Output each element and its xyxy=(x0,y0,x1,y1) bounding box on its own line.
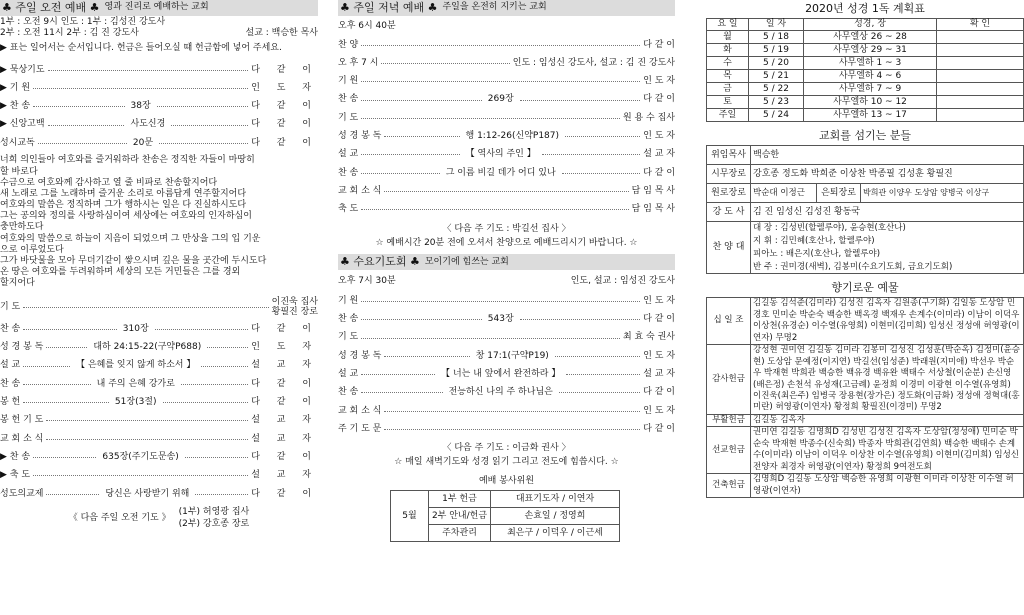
table-row: 5월 1부 헌금 대표기도자 / 이연자 xyxy=(391,491,620,508)
order-line: 오 후 7 시 인도 : 임성신 강도사, 설교 : 김 진 강도사 xyxy=(338,57,675,68)
reading-line: 할 바로다 xyxy=(0,166,38,177)
responsive-reading xyxy=(0,155,318,289)
evening-note: ☆ 예배시간 20분 전에 오셔서 찬양으로 예배드리시기 바랍니다. ☆ xyxy=(375,238,638,249)
offerings-title: 향기로운 예물 xyxy=(831,281,899,295)
order-line: 기 도 원 용 수 집사 xyxy=(338,112,675,123)
reading-line: 그는 공의와 정의를 사랑하심이여 세상에는 여호와의 인자하심이 xyxy=(0,211,252,222)
evening-service-title: ♣ 주일 저녁 예배 ♣ xyxy=(340,1,438,15)
reading-line: 여호와의 말씀은 정직하며 그가 행하시는 일은 다 진실하시도다 xyxy=(0,200,247,211)
prayer-person-1: 이진욱 집사 xyxy=(271,296,318,307)
morning-service-title: ♣ 주일 오전 예배 ♣ xyxy=(2,1,100,15)
wednesday-header xyxy=(338,254,675,270)
choir-line: 피아노 : 배은지(호산나, 할렐루야) xyxy=(753,248,881,259)
order-line: 기 도 최 효 숙 권사 xyxy=(338,332,675,343)
wednesday-subtitle: 모이기에 힘쓰는 교회 xyxy=(424,256,509,267)
table-row: 주차관리 최은구 / 이덕우 / 이근세 xyxy=(391,525,620,542)
table-header: 요 일 일 자 성경, 장 확 인 xyxy=(707,19,1024,31)
servants-table xyxy=(706,145,1024,274)
reading-line: 충만하도다 xyxy=(0,222,44,233)
order-line: 교 회 소 식 설 교 자 xyxy=(0,433,318,444)
wednesday-leader: 인도, 설교 : 임성진 강도사 xyxy=(570,275,675,286)
morning-service-header xyxy=(0,0,318,16)
order-line: 성시교독 20문 다 같 이 xyxy=(0,137,318,148)
order-line: 주 기 도 문 다 같 이 xyxy=(338,423,675,434)
order-line: 성 경 봉 독 행 1:12-26(신약P187) 인 도 자 xyxy=(338,131,675,141)
order-line: 기 원 인 도 자 xyxy=(338,295,675,306)
wednesday-note: ☆ 매일 새벽기도와 성경 읽기 그리고 전도에 힘씁시다. ☆ xyxy=(394,456,619,467)
table-row: 주일 5 / 24 사무엘하 13 ~ 17 xyxy=(707,109,1024,122)
next-prayer-person-2: (2부) 강호종 장로 xyxy=(178,518,250,529)
table-row: 원로장로 박순대 이정근 은퇴장로 박희관 이양우 도상암 양병국 이상구 xyxy=(707,184,1024,203)
wednesday-next-prayer: 〈 다음 주 기도 : 이금화 권사 〉 xyxy=(442,442,571,453)
table-row: 목 5 / 21 사무엘하 4 ~ 6 xyxy=(707,70,1024,83)
preacher-line: 설교 : 백승한 목사 xyxy=(245,27,318,38)
table-row: 토 5 / 23 사무엘하 10 ~ 12 xyxy=(707,96,1024,109)
reading-line: 온 땅은 여호와를 두려워하며 세상의 모든 거민들은 그를 경외 xyxy=(0,267,241,278)
order-line: 설 교 【 너는 내 앞에서 완전하라 】 설 교 자 xyxy=(338,368,675,379)
part2-line: 2부 : 오전 11시 2부 : 김 진 강도사 xyxy=(0,27,139,38)
order-line: 찬 송 310장 다 같 이 xyxy=(0,323,318,334)
table-row: 십 일 조 김길동 김석준(김미라) 김성진 김옥자 김원종(구기화) 김일동 도상암 민경호 민미순 박순숙 백승한 백옥경 백재우 손계수(이미라) 이남이 이덕우 이상천(유경순) 이수열(유영희) 이현미(김미희) 임성신 정성애 허영광(이연자) 무명2 xyxy=(707,298,1024,345)
order-line: 찬 송 그 이름 비길 데가 어디 있나 다 같 이 xyxy=(338,167,675,178)
order-line: ▶ 신앙고백 사도신경 다 같 이 xyxy=(0,119,318,130)
next-prayer-label: 《 다음 주일 오전 기도 》 xyxy=(68,512,171,523)
service-committee-title: 예배 봉사위원 xyxy=(478,475,535,486)
order-line: 교 회 소 식 인 도 자 xyxy=(338,405,675,416)
order-line: 찬 송 269장 다 같 이 xyxy=(338,94,675,105)
wednesday-order xyxy=(338,292,675,438)
next-morning-prayer xyxy=(0,507,318,530)
table-row: 강 도 사 김 진 임성신 김성진 황동국 xyxy=(707,203,1024,222)
table-row: 건축헌금 김명희D 김길동 도상암 백승한 유영희 이광현 이미라 이상찬 이수열 허영광(이연자) xyxy=(707,474,1024,498)
wednesday-title: ♣ 수요기도회 ♣ xyxy=(340,255,420,269)
table-row: 부활헌금 김길동 김옥자 xyxy=(707,414,1024,426)
order-line: 설 교 【 은혜를 잊지 않게 하소서 】 설 교 자 xyxy=(0,360,318,371)
evening-wednesday-column xyxy=(338,0,675,615)
order-line: ▶ 기 원 인 도 자 xyxy=(0,82,318,93)
order-line: 봉 헌 기 도 설 교 자 xyxy=(0,415,318,426)
order-line: 찬 송 전능하신 나의 주 하나님은 다 같 이 xyxy=(338,387,675,398)
standing-notice: ▶ 표는 일어서는 순서입니다. 헌금은 들어오실 때 헌금함에 넣어 주세요. xyxy=(0,43,282,53)
reading-line: 새 노래로 그를 노래하며 즐거운 소리로 아름답게 연주할지어다 xyxy=(0,188,247,199)
choir-line: 반 주 : 권미경(새벽), 김봉미(수요기도회, 금요기도회) xyxy=(753,261,953,272)
offerings-table xyxy=(706,297,1024,498)
reading-line: 으로 이루었도다 xyxy=(0,244,64,255)
order-line: 설 교 【 역사의 주인 】 설 교 자 xyxy=(338,149,675,160)
reading-line: 여호와의 말씀으로 하늘이 지음이 되었으며 그 만상을 그의 입 기운 xyxy=(0,233,261,244)
order-line: 축 도 담 임 목 사 xyxy=(338,204,675,215)
part1-line: 1부 : 오전 9시 인도 : 1부 : 김성진 강도사 xyxy=(0,16,166,27)
table-row: 시무장로 강호종 정도화 박희준 이상찬 박종필 김성훈 황필진 xyxy=(707,165,1024,184)
table-row: 2부 안내/헌금 손효일 / 정영희 xyxy=(391,508,620,525)
morning-service-times xyxy=(0,16,318,39)
evening-order xyxy=(338,36,675,219)
table-row: 금 5 / 22 사무엘하 7 ~ 9 xyxy=(707,83,1024,96)
bible-plan-table xyxy=(706,18,1024,122)
evening-service-subtitle: 주일을 온전히 지키는 교회 xyxy=(442,2,547,13)
order-line: 성 경 봉 독 대하 24:15-22(구약P688) 인 도 자 xyxy=(0,342,318,353)
table-row: 선교헌금 권미연 김길동 김명희D 김성빈 김성진 김옥자 도상암(정성애) 민미순 박순숙 박재현 박종수(신숙희) 박종자 박희관(김연희) 백승한 백태수 손계수(이미라) 이남이 이덕우 이상찬 이수열(유영희) 이현미(김미희) 임성신 전양자 최경자 허영광(이연자) 황정희 9여전도회 xyxy=(707,427,1024,474)
choir-line: 대 장 : 김성빈(할렐루야), 윤승현(호산나) xyxy=(753,223,906,234)
evening-time: 오후 6시 40분 xyxy=(338,21,396,31)
morning-order-part2 xyxy=(0,320,318,503)
evening-next-prayer: 〈 다음 주 기도 : 박길선 집사 〉 xyxy=(442,223,571,234)
committee-month: 5월 xyxy=(391,491,429,542)
prayer-line: 기 도 이진욱 집사 황필진 장로 xyxy=(0,296,318,318)
table-row: 감사헌금 강성현 권미연 김길동 김미라 김봉미 김성진 김성훈(박순옥) 김정미(윤승현) 도상암 문예정(이지연) 박길선(임성준) 박래원(지미애) 박선우 박순우 박재현 박희관 백승한 백유경 백유완 백태수 서상철(이순분) 손신영(배은정) 손천석 유성재(고금례) 윤정희 이경미 이광현 이수열(유영희) 이진욱(최은주) 임병국 장용현(장가은) 정도화(이금화) 정성애 정혁대(홍미란) 허영광(이연자) 황정희 황필진(이경미) 무명2 xyxy=(707,345,1024,415)
reading-line: 할지어다 xyxy=(0,278,35,289)
reading-line: 너희 의인들아 여호와를 즐거워하라 찬송은 정직한 자들이 마땅히 xyxy=(0,155,255,166)
info-column xyxy=(706,0,1024,615)
servants-title: 교회를 섬기는 분들 xyxy=(818,129,911,143)
bible-plan-title: 2020년 성경 1독 계획표 xyxy=(805,2,925,15)
wednesday-time: 오후 7시 30분 xyxy=(338,275,396,286)
order-line: 찬 송 내 주의 은혜 강가로 다 같 이 xyxy=(0,378,318,389)
table-row: 위임목사 백승한 xyxy=(707,146,1024,165)
table-row: 수 5 / 20 사무엘하 1 ~ 3 xyxy=(707,57,1024,70)
choir-line: 지 휘 : 김민혜(호산나, 할렐루야) xyxy=(753,236,875,246)
next-prayer-person-1: (1부) 허영광 집사 xyxy=(178,507,250,518)
order-line: 봉 헌 51장(3절) 다 같 이 xyxy=(0,397,318,408)
order-line: ▶ 축 도 설 교 자 xyxy=(0,470,318,481)
service-committee-table xyxy=(390,490,620,542)
morning-order-part1 xyxy=(0,61,318,152)
reading-line: 수금으로 여호와께 감사하고 열 줄 비파로 찬송할지어다 xyxy=(0,177,218,188)
order-line: ▶ 묵상기도 다 같 이 xyxy=(0,64,318,75)
table-row: 화 5 / 19 사무엘상 29 ~ 31 xyxy=(707,44,1024,57)
evening-service-header xyxy=(338,0,675,16)
order-line: 교 회 소 식 담 임 목 사 xyxy=(338,185,675,196)
morning-service-column xyxy=(0,0,318,615)
order-line: 기 원 인 도 자 xyxy=(338,76,675,87)
table-row: 월 5 / 18 사무엘상 26 ~ 28 xyxy=(707,31,1024,44)
order-line: 성 경 봉 독 창 17:1(구약P19) 인 도 자 xyxy=(338,350,675,361)
morning-service-subtitle: 영과 진리로 예배하는 교회 xyxy=(104,2,209,13)
order-line: ▶ 찬 송 38장 다 같 이 xyxy=(0,101,318,112)
reading-line: 그가 바닷물을 모아 무더기같이 쌓으시며 깊은 물을 곳간에 두시도다 xyxy=(0,255,267,266)
order-line: 찬 양 다 같 이 xyxy=(338,39,675,50)
order-line: 성도의교제 당신은 사랑받기 위해 다 같 이 xyxy=(0,488,318,499)
table-row: 찬 양 대 대 장 : 김성빈(할렐루야), 윤승현(호산나) 지 휘 : 김민혜(호산나, 할렐루야) 피아노 : 배은지(호산나, 할렐루야) 반 주 : 권미경(새벽), 김봉미(수요기도회, 금요기도회) xyxy=(707,222,1024,274)
wednesday-time-row xyxy=(338,270,675,292)
order-line: 찬 송 543장 다 같 이 xyxy=(338,314,675,325)
order-line: ▶ 찬 송 635장(주기도문송) 다 같 이 xyxy=(0,451,318,462)
prayer-person-2: 황필진 장로 xyxy=(271,307,318,318)
